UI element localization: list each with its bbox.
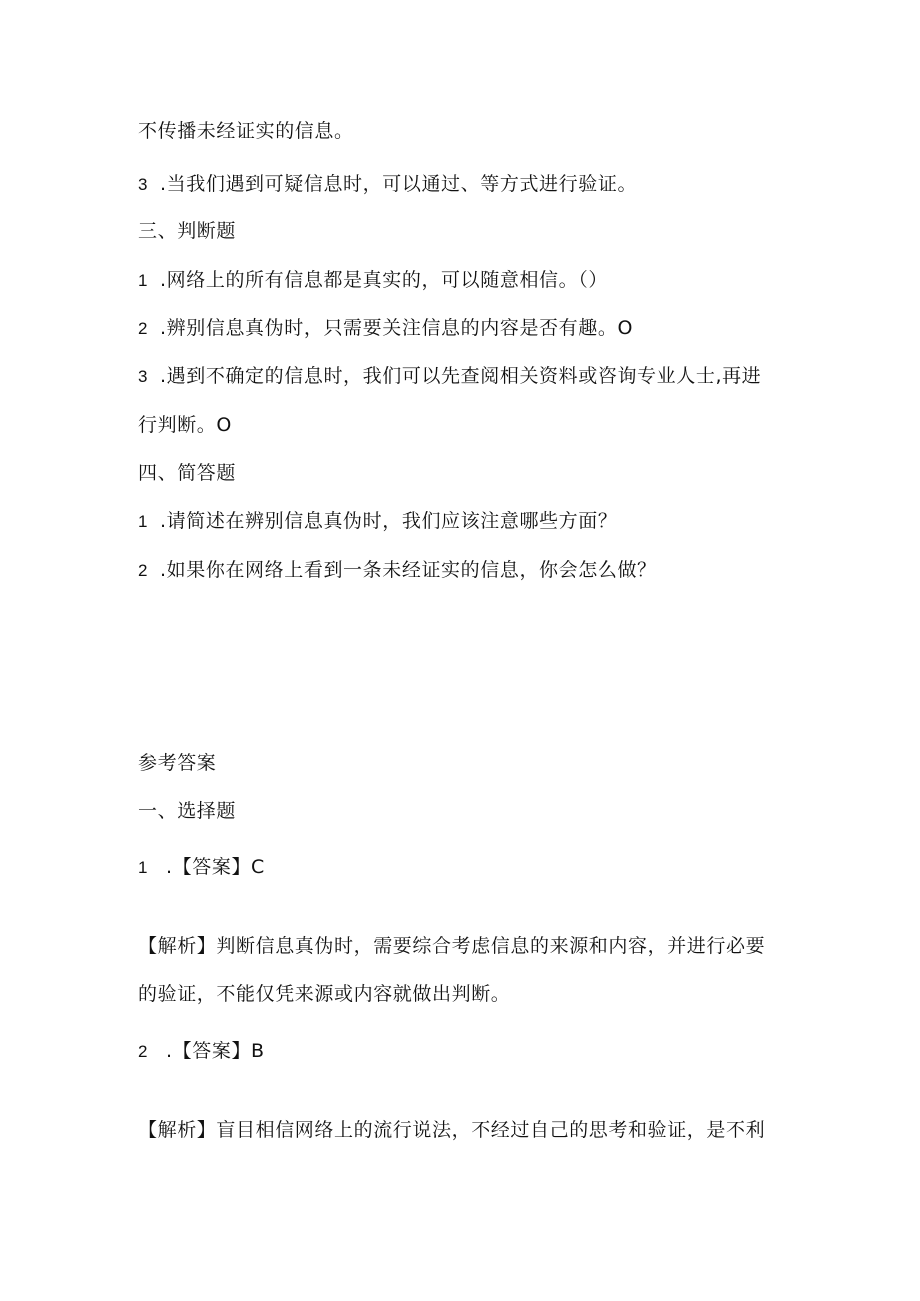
answer-number: 1 xyxy=(138,858,149,877)
answers-heading: 参考答案 xyxy=(138,752,217,774)
answer-2 xyxy=(138,1039,265,1064)
question-tf-3 xyxy=(138,364,761,389)
question-text: .网络上的所有信息都是真实的，可以随意相信。（） xyxy=(160,269,608,291)
answer-2-explanation-line-1: 【解析】盲目相信网络上的流行说法，不经过自己的思考和验证，是不利 xyxy=(138,1119,766,1141)
question-number: 1 xyxy=(138,512,149,531)
question-number: 3 xyxy=(138,175,149,194)
question-tf-3-continued: 行判断。O xyxy=(138,414,232,436)
answer-text: .【答案】B xyxy=(166,1040,265,1062)
question-number: 2 xyxy=(138,561,149,580)
question-fill-3 xyxy=(138,172,637,197)
answer-text: .【答案】C xyxy=(166,856,265,878)
question-tf-1 xyxy=(138,268,608,293)
question-number: 2 xyxy=(138,319,149,338)
question-number: 1 xyxy=(138,271,149,290)
question-text: .请简述在辨别信息真伪时，我们应该注意哪些方面？ xyxy=(160,510,618,532)
question-text: .如果你在网络上看到一条未经证实的信息，你会怎么做？ xyxy=(160,559,657,581)
section-heading-true-false: 三、判断题 xyxy=(138,220,237,242)
answer-1-explanation-line-2: 的验证，不能仅凭来源或内容就做出判断。 xyxy=(138,983,511,1005)
question-short-2 xyxy=(138,558,657,583)
question-tf-2 xyxy=(138,316,633,341)
text-line-1: 不传播未经证实的信息。 xyxy=(138,120,354,142)
section-heading-short-answer: 四、简答题 xyxy=(138,462,237,484)
question-short-1 xyxy=(138,509,617,534)
answer-number: 2 xyxy=(138,1042,149,1061)
answer-1 xyxy=(138,855,265,880)
answers-section-multiple-choice: 一、选择题 xyxy=(138,800,237,822)
question-text: .当我们遇到可疑信息时，可以通过、等方式进行验证。 xyxy=(160,173,638,195)
question-text: .辨别信息真伪时，只需要关注信息的内容是否有趣。O xyxy=(160,317,633,339)
answer-1-explanation-line-1: 【解析】判断信息真伪时，需要综合考虑信息的来源和内容，并进行必要 xyxy=(138,935,766,957)
question-number: 3 xyxy=(138,367,149,386)
question-text: .遇到不确定的信息时，我们可以先查阅相关资料或咨询专业人士,再进 xyxy=(160,365,762,387)
